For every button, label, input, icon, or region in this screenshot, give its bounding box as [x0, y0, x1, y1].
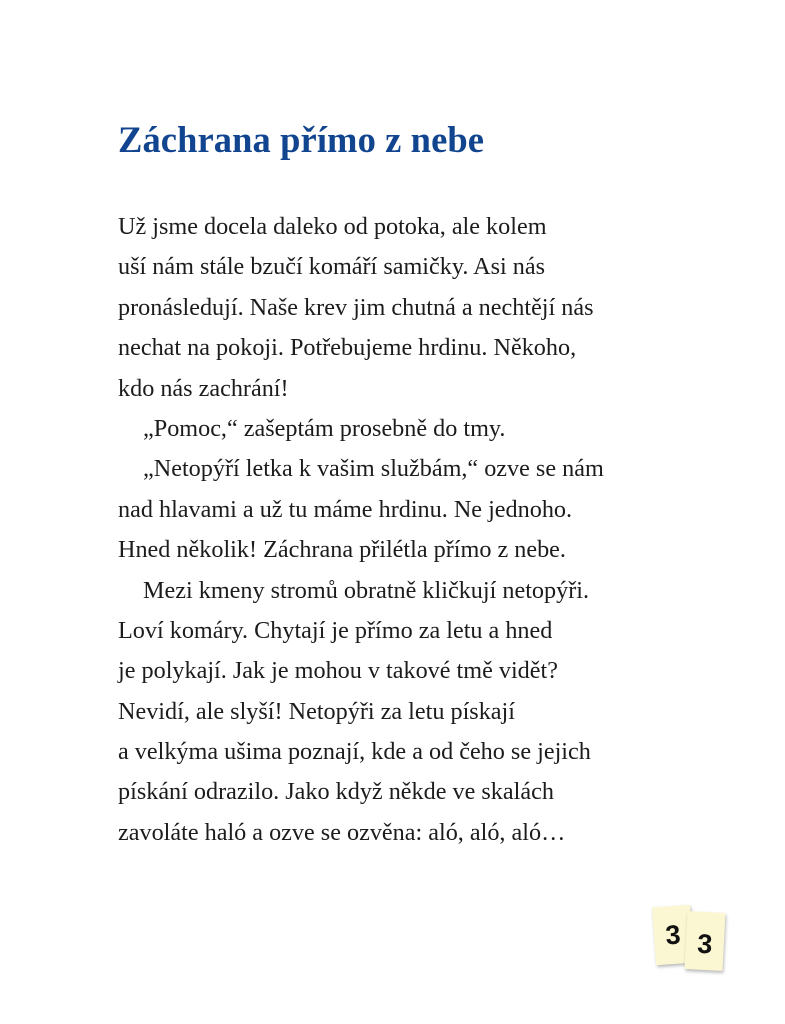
text-line: zavoláte haló a ozve se ozvěna: aló, aló, aló…: [118, 818, 566, 846]
text-line: kdo nás zachrání!: [118, 374, 289, 402]
text-line: „Pomoc,“ zašeptám prosebně do tmy.: [143, 414, 506, 442]
text-line: nad hlavami a už tu máme hrdinu. Ne jednoho.: [118, 495, 573, 523]
page-number-card-right: [685, 911, 726, 971]
chapter-body: [118, 207, 718, 853]
text-line: Hned několik! Záchrana přilétla přímo z nebe.: [118, 536, 566, 564]
text-line: uší nám stále bzučí komáří samičky. Asi nás: [118, 253, 545, 281]
text-line: a velkýma ušima poznají, kde a od čeho se jejich: [118, 738, 591, 766]
text-line: Mezi kmeny stromů obratně kličkují netopýři.: [143, 576, 590, 604]
chapter-title: Záchrana přímo z nebe: [118, 119, 485, 160]
text-line: „Netopýří letka k vašim službám,“ ozve se nám: [143, 455, 604, 483]
page-number-digit-right: 3: [696, 928, 714, 959]
text-line: nechat na pokoji. Potřebujeme hrdinu. Někoho,: [118, 334, 577, 362]
text-line: Nevidí, ale slyší! Netopýři za letu pískají: [118, 697, 515, 725]
text-line: Loví komáry. Chytají je přímo za letu a hned: [118, 616, 553, 644]
text-line: je polykají. Jak je mohou v takové tmě vidět?: [118, 657, 558, 685]
text-line: pronásledují. Naše krev jim chutná a nechtějí nás: [118, 293, 594, 321]
text-line: pískání odrazilo. Jako když někde ve skalách: [118, 778, 554, 806]
page-number-badge: [652, 902, 732, 978]
text-line: Už jsme docela daleko od potoka, ale kolem: [118, 213, 547, 240]
page-number-digit-left: 3: [664, 919, 682, 950]
